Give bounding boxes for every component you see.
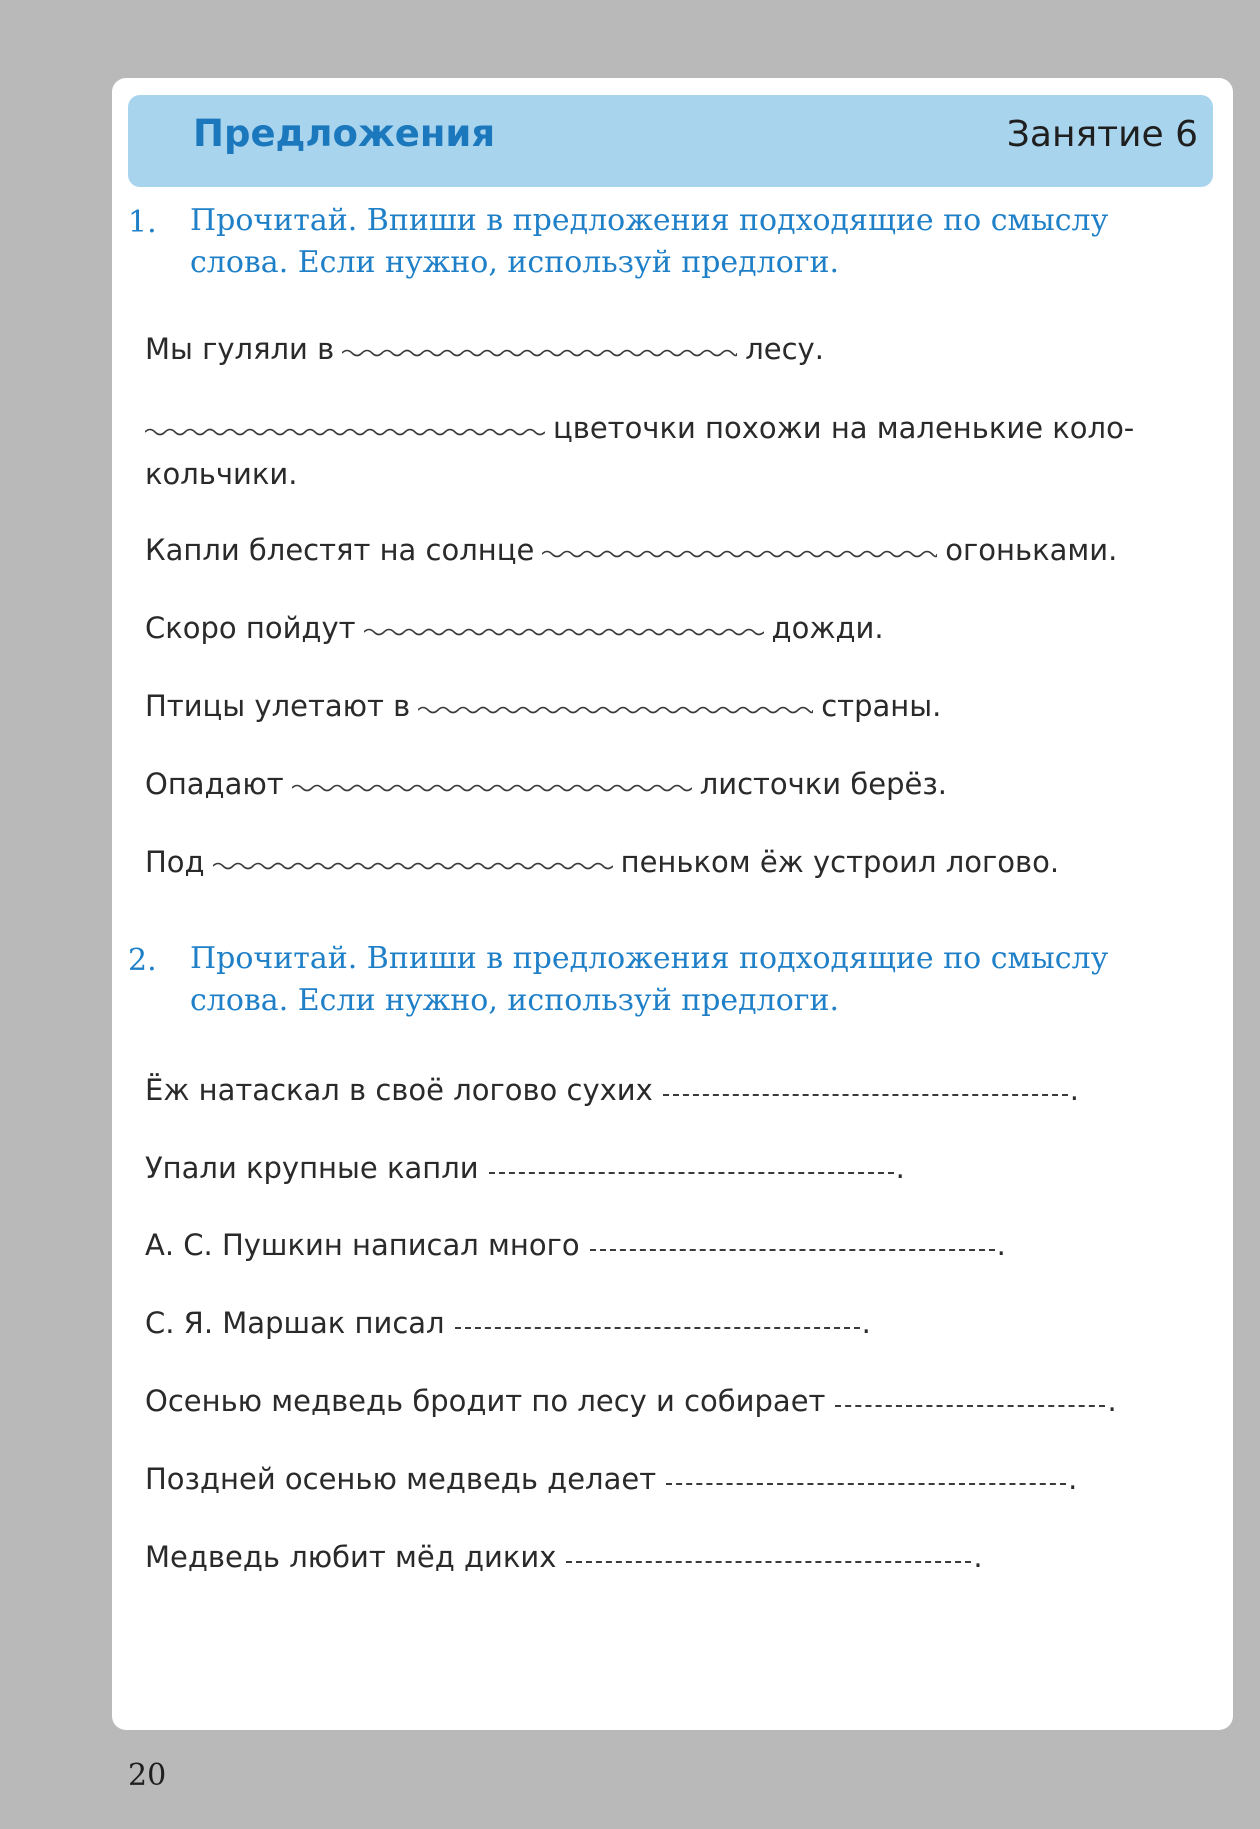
task1-sentence-3 [145, 528, 1200, 572]
page-number: 20 [128, 1758, 167, 1793]
sentence-text-before: А. С. Пушкин написал много [145, 1228, 580, 1262]
sentence-text-before: Птицы улетают в [145, 689, 411, 723]
wavy-answer-blank[interactable] [292, 782, 692, 794]
section-title: Предложения [193, 112, 496, 155]
task2-sentence-1 [145, 1068, 1200, 1112]
sentence-text-after: . [973, 1540, 983, 1574]
sentence-text-before: Капли блестят на солнце [145, 533, 535, 567]
wavy-answer-blank[interactable] [145, 426, 545, 438]
task1-sentence-5 [145, 684, 1200, 728]
sentence-text-after: пеньком ёж устроил логово. [620, 845, 1060, 879]
sentence-text-before: Ёж натаскал в своё логово сухих [145, 1073, 653, 1107]
dashed-answer-blank[interactable] [590, 1245, 995, 1251]
task1-instruction [190, 200, 1200, 284]
sentence-text-after: дожди. [771, 611, 884, 645]
task2-sentence-2 [145, 1146, 1200, 1190]
sentence-text-before: Скоро пойдут [145, 611, 356, 645]
lesson-label: Занятие 6 [1006, 114, 1198, 155]
sentence-text-after: . [895, 1151, 905, 1185]
sentence-text-after: листочки берёз. [699, 767, 947, 801]
wavy-answer-blank[interactable] [542, 548, 937, 560]
task2-sentence-4 [145, 1301, 1200, 1345]
sentence-text-before: Упали крупные капли [145, 1151, 479, 1185]
task2-number: 2. [128, 943, 157, 978]
sentence-text-before: Осенью медведь бродит по лесу и собирает [145, 1384, 826, 1418]
task2-instruction [190, 938, 1200, 1022]
task2-sentence-5 [145, 1379, 1200, 1423]
task2-sentence-6 [145, 1457, 1200, 1501]
sentence-text-after: страны. [821, 689, 942, 723]
task1-sentence-6 [145, 762, 1200, 806]
sentence-text-after: цветочки похожи на маленькие коло- [553, 411, 1135, 445]
dashed-answer-blank[interactable] [835, 1401, 1105, 1407]
wavy-answer-blank[interactable] [418, 704, 813, 716]
sentence-text-before: Опадают [145, 767, 284, 801]
task2-instruction-line2: слова. Если нужно, используй предлоги. [190, 983, 840, 1018]
sentence-text-after: . [1068, 1462, 1078, 1496]
dashed-answer-blank[interactable] [666, 1479, 1066, 1485]
dashed-answer-blank[interactable] [455, 1323, 860, 1329]
task1-sentence-1 [145, 327, 1200, 371]
task2-instruction-line1: Прочитай. Впиши в предложения подходящие по смыслу [190, 941, 1109, 976]
dashed-answer-blank[interactable] [489, 1168, 894, 1174]
sentence-text-before: С. Я. Маршак писал [145, 1306, 445, 1340]
wavy-answer-blank[interactable] [342, 347, 737, 359]
task1-number: 1. [128, 205, 157, 240]
sentence-text-after: . [1069, 1073, 1080, 1107]
task1-sentence-7 [145, 840, 1200, 884]
sentence-text-before: Медведь любит мёд диких [145, 1540, 557, 1574]
sentence-text-after: . [861, 1306, 871, 1340]
sentence-text-after: . [996, 1228, 1006, 1262]
task1-instruction-line2: слова. Если нужно, используй предлоги. [190, 245, 840, 280]
task2-sentence-3 [145, 1223, 1200, 1267]
wavy-answer-blank[interactable] [364, 626, 764, 638]
wavy-answer-blank[interactable] [213, 860, 613, 872]
sentence-text-before: Под [145, 845, 205, 879]
task1-sentence-4 [145, 606, 1200, 650]
sentence-text-before: Поздней осенью медведь делает [145, 1462, 657, 1496]
task2-sentence-7 [145, 1535, 1200, 1579]
task1-sentence-2-continuation [145, 452, 1200, 496]
dashed-answer-blank[interactable] [566, 1557, 971, 1563]
sentence-text-after: лесу. [745, 332, 824, 366]
sentence-text-after: огоньками. [945, 533, 1118, 567]
sentence-text-after: . [1107, 1384, 1117, 1418]
task1-sentence-2 [145, 406, 1200, 450]
sentence-text-before: Мы гуляли в [145, 332, 335, 366]
task1-instruction-line1: Прочитай. Впиши в предложения подходящие по смыслу [190, 203, 1109, 238]
dashed-answer-blank[interactable] [663, 1090, 1068, 1096]
sentence-continuation: кольчики. [145, 457, 298, 491]
